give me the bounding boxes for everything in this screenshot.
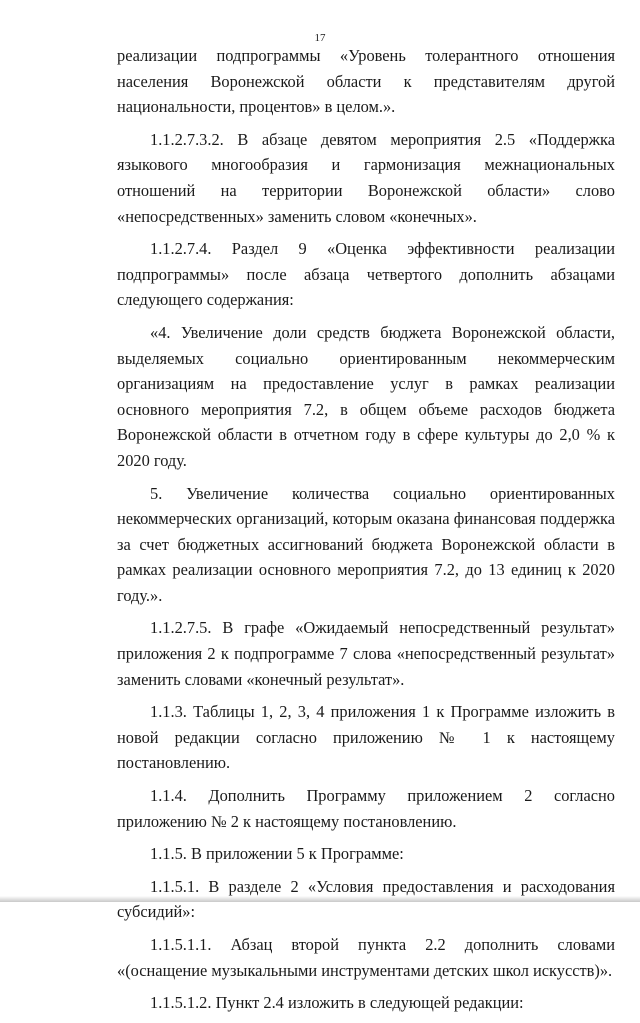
paragraph: 1.1.3. Таблицы 1, 2, 3, 4 приложения 1 к Программе изложить в новой редакции согласно приложению № 1 к настоящему постановлению.: [117, 702, 615, 773]
paragraph: 1.1.5.1.2. Пункт 2.4 изложить в следующей редакции:: [150, 993, 524, 1013]
paragraph: реализации подпрограммы «Уровень толерантного отношения населения Воронежской области к представителям другой национальности, процентов» в целом.».: [117, 46, 615, 117]
paragraph: 1.1.5.1.1. Абзац второй пункта 2.2 дополнить словами «(оснащение музыкальными инструментами детских школ искусств)».: [117, 935, 615, 980]
paragraph: 1.1.5. В приложении 5 к Программе:: [150, 844, 404, 864]
page-number: 17: [314, 32, 326, 44]
paragraph: 1.1.2.7.4. Раздел 9 «Оценка эффективности реализации подпрограммы» после абзаца четвертого дополнить абзацами следующего содержания:: [117, 239, 615, 310]
paragraph: 1.1.2.7.5. В графе «Ожидаемый непосредственный результат» приложения 2 к подпрограмме 7 слова «непосредственный результат» заменить словами «конечный результат».: [117, 618, 615, 689]
paragraph: 1.1.5.1. В разделе 2 «Условия предоставления и расходования субсидий»:: [117, 876, 615, 922]
page-bottom-edge: [0, 896, 640, 902]
paragraph: 5. Увеличение количества социально ориентированных некоммерческих организаций, которым оказана финансовая поддержка за счет бюджетных ассигнований бюджета Воронежской области в рамках реализации основного мероприятия 7.2, до 13 единиц к 2020 году.».: [117, 483, 615, 605]
paragraph: «4. Увеличение доли средств бюджета Воронежской области, выделяемых социально ориентированным некоммерческим организациям на предоставление услуг в рамках реализации основного мероприятия 7.2, в общем объеме расходов бюджета Воронежской области в отчетном году в сфере культуры до 2,0 % к 2020 году.: [117, 322, 615, 470]
paragraph: 1.1.2.7.3.2. В абзаце девятом мероприятия 2.5 «Поддержка языкового многообразия и гармонизация межнациональных отношений на территории Воронежской области» слово «непосредственных» заменить словом «конечных».: [117, 129, 615, 226]
paragraph: 1.1.4. Дополнить Программу приложением 2 согласно приложению № 2 к настоящему постановлению.: [117, 786, 615, 831]
document-body: [117, 43, 615, 1023]
